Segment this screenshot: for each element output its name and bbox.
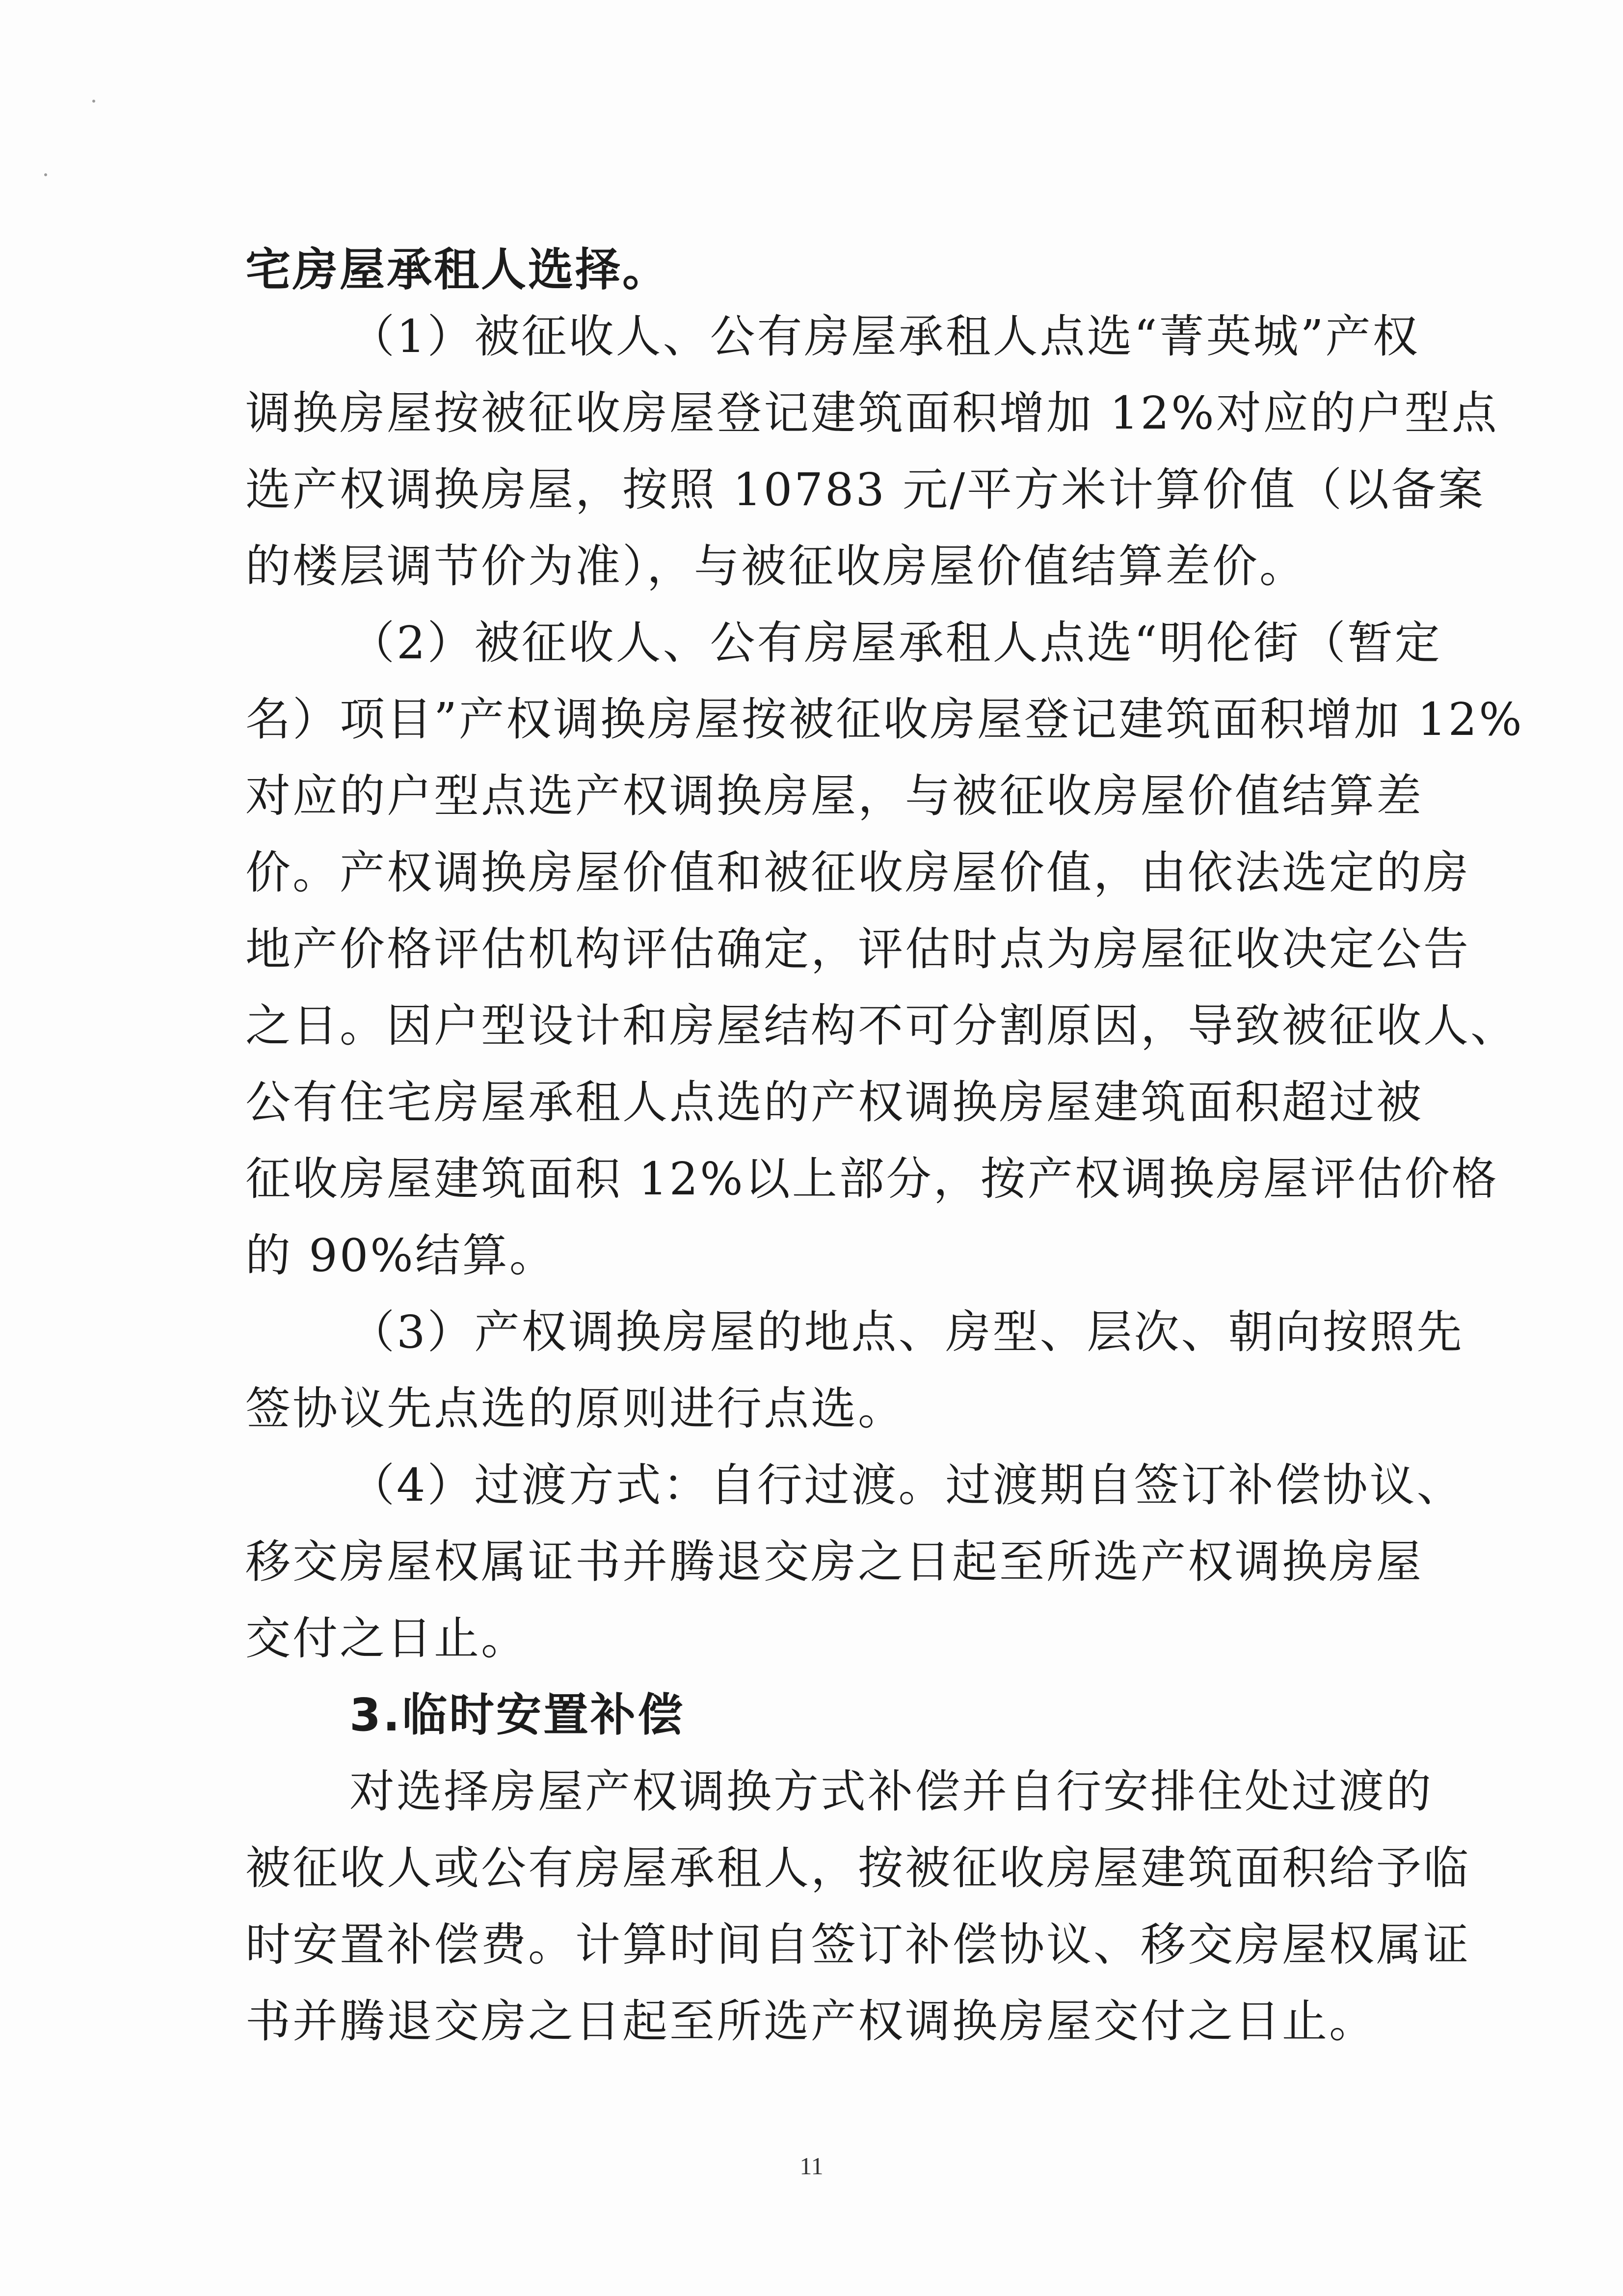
section-heading: 3.临时安置补偿 (349, 1689, 685, 1741)
page-number: 11 (799, 2152, 824, 2180)
text-line-9: 价。产权调换房屋价值和被征收房屋价值，由依法选定的房 (245, 846, 1471, 899)
text-line-12: 公有住宅房屋承租人点选的产权调换房屋建筑面积超过被 (245, 1076, 1424, 1129)
scan-speck (92, 100, 95, 103)
text-line-13: 征收房屋建筑面积 12%以上部分，按产权调换房屋评估价格 (245, 1153, 1499, 1205)
text-line-21: 对选择房屋产权调换方式补偿并自行安排住处过渡的 (349, 1765, 1434, 1818)
text-line-3: 调换房屋按被征收房屋登记建筑面积增加 12%对应的户型点 (245, 387, 1499, 439)
text-line-4: 选产权调换房屋，按照 10783 元/平方米计算价值（以备案 (245, 463, 1486, 516)
text-line-1: 宅房屋承租人选择。 (245, 243, 670, 296)
text-line-8: 对应的户型点选产权调换房屋，与被征收房屋价值结算差 (245, 770, 1424, 822)
text-line-7: 名）项目”产权调换房屋按被征收房屋登记建筑面积增加 12% (245, 693, 1524, 746)
text-line-16: 签协议先点选的原则进行点选。 (245, 1382, 905, 1435)
text-line-11: 之日。因户型设计和房屋结构不可分割原因，导致被征收人、 (245, 999, 1518, 1052)
text-line-6: （2）被征收人、公有房屋承租人点选“明伦街（暂定 (349, 617, 1442, 669)
text-line-18: 移交房屋权属证书并腾退交房之日起至所选产权调换房屋 (245, 1536, 1424, 1588)
text-line-5: 的楼层调节价为准），与被征收房屋价值结算差价。 (245, 540, 1307, 593)
text-line-24: 书并腾退交房之日起至所选产权调换房屋交付之日止。 (245, 1995, 1377, 2048)
scan-speck (44, 173, 47, 176)
text-line-15: （3）产权调换房屋的地点、房型、层次、朝向按照先 (349, 1306, 1464, 1358)
text-line-19: 交付之日止。 (245, 1612, 529, 1665)
text-line-22: 被征收人或公有房屋承租人，按被征收房屋建筑面积给予临 (245, 1842, 1471, 1894)
text-line-14: 的 90%结算。 (245, 1229, 557, 1282)
text-line-10: 地产价格评估机构评估确定，评估时点为房屋征收决定公告 (245, 923, 1471, 975)
text-line-23: 时安置补偿费。计算时间自签订补偿协议、移交房屋权属证 (245, 1918, 1471, 1971)
text-line-17: （4）过渡方式：自行过渡。过渡期自签订补偿协议、 (349, 1459, 1464, 1512)
text-line-2: （1）被征收人、公有房屋承租人点选“菁英城”产权 (349, 310, 1420, 363)
